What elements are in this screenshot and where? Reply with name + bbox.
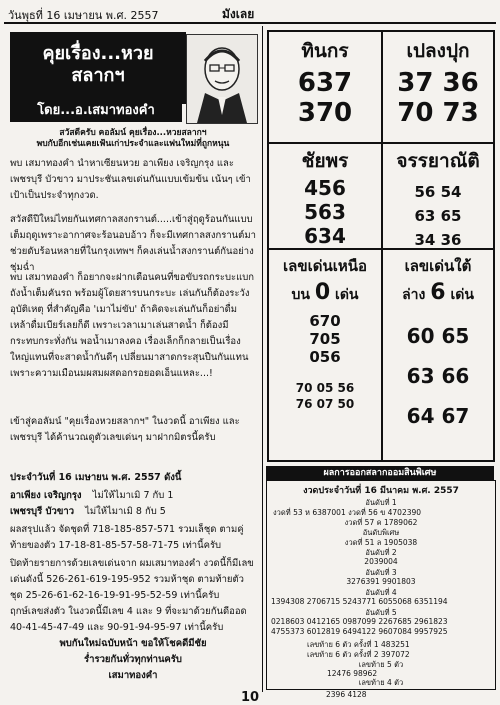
lottery-row: อันดับที่ 3	[365, 568, 397, 577]
pick-cell-left	[269, 144, 383, 248]
pick-pairs: 76 07 50	[295, 397, 355, 411]
lottery-header: ผลการออกสลากออมสินพิเศษ	[266, 466, 494, 480]
pick-number: 60 65	[406, 324, 470, 348]
pick-cell-right	[383, 144, 493, 248]
south-sub	[383, 280, 493, 306]
expert-picks: ไม่ให้ไมาเมิ 8 กับ 5	[85, 506, 166, 517]
pick-number: 64 67	[406, 404, 470, 428]
south-sub-suffix: เด่น	[450, 287, 474, 303]
pick-number: 637	[297, 68, 353, 98]
lottery-row: อันดับที่ 5	[365, 608, 397, 617]
pick-name: จรรยาณัติ	[396, 150, 480, 172]
expert-name: อาเพียง เจริญกรุง	[10, 490, 82, 501]
expert-name: เพชรบุรี บัวขาว	[10, 506, 75, 517]
lottery-row: 3276391 9901803	[346, 577, 416, 586]
pick-number: 34 36	[414, 231, 462, 249]
column-title-line1: คุยเรื่อง...หวย	[42, 43, 154, 64]
lottery-row: เลขท้าย 6 ตัว ครั้งที่ 2 397072	[307, 650, 410, 659]
pick-number: 70 73	[397, 98, 479, 128]
lottery-draw: งวดประจำวันที่ 16 มีนาคม พ.ศ. 2557	[303, 486, 459, 496]
pick-pairs: 70 05 56	[295, 381, 355, 395]
lottery-row: เลขท้าย 4 ตัว	[358, 678, 404, 687]
expert-row	[10, 504, 256, 520]
lottery-row: เลขท้าย 5 ตัว	[358, 660, 404, 669]
pick-name: ชัยพร	[301, 150, 349, 172]
column-title-line2: สลากฯ	[71, 65, 125, 86]
south-title: เลขเด่นใต้	[404, 257, 472, 275]
pick-name: ทินกร	[301, 40, 349, 62]
lottery-row: 2039004	[364, 557, 398, 566]
paragraph: สวัสดีปีใหม่ไทยกันเทศกาลสงกรานต์.....เข้าสู่ฤดูร้อนกันแบบเต็มฤดูเพราะอากาศจะร้อนอบอ้าว ก็จะมีเทศกาลสงกรานต์มาช่วยดับร้อนหลายที่ในกรุงเทพฯ ก็คงเล่นน้ำสงกรานต์กันอย่างชุ่มฉ่ำ	[10, 214, 256, 273]
closing-line: ร่ำรวยกันทั่วทุกท่านครับ	[84, 654, 182, 665]
pick-cell-right	[383, 32, 493, 142]
page-number: 10	[240, 690, 260, 705]
lottery-row: 2396 4128	[326, 690, 367, 699]
pick-number: 563	[304, 200, 346, 224]
lottery-row: อันดับที่ 4	[365, 588, 397, 597]
column-intro	[10, 128, 256, 150]
closing-signature: เสมาทองคำ	[108, 670, 158, 681]
closing-line: พบกันใหม่ฉบับหน้า ขอให้โชคดีมีชัย	[59, 638, 207, 649]
brand-name: มังเลย	[222, 7, 255, 21]
north-sub-number: 0	[314, 280, 331, 305]
pick-number: 56 54	[414, 183, 462, 201]
pick-number: 456	[304, 176, 346, 200]
paragraph: พบ เสมาทองคำ ก็อยากจะฝากเตือนคนที่ขอขับรถกระบะแบกถังน้ำเต็มคันรถ พร้อมผู้โดยสารบนกระบะ เล่นกันก็ต้องระวังอุบัติเหตุ ที่สำคัญคือ 'เมาไม่ขับ' ถ้าคิดจะเล่นกันก็อย่าดื่มเหล้าดื่มเบียร์เลยก็ดี เพราะเวลาเมาเล่นสาดน้ำ ก็ต้องมีกระทบกระทั่งกัน พอน้ำเมาลงคอ เรื่องเล็กก็กลายเป็นเรื่องใหญ่แทนที่จะสาดน้ำกันดีๆ เปลี่ยนมาสาดกระสุนปืนกันแทน เพราะความเมือนมผสมผสดอกรอยอดเอ็นแหละ...!	[10, 272, 255, 379]
summary-text: ปิดท้ายรายการด้วยเลขเด่นจาก ผมเสมาทองคำ งวดนี้ก็มีเลขเด่นดังนี้ 526-261-619-195-952 รวมห้าชุด ตามท้ายตัวชุด 25-26-61-62-16-19-91-95-52-59 เท่านี้ครับ	[10, 558, 254, 601]
pick-number: 63 66	[406, 364, 470, 388]
picks-box-bottom	[267, 248, 495, 462]
intro-line: สวัสดีครับ คอลัมน์ คุยเรื่อง...หวยสลากฯ	[59, 128, 207, 138]
lottery-row: อันดับที่ 1	[365, 498, 397, 507]
issue-date: วันพุธที่ 16 เมษายน พ.ศ. 2557	[8, 9, 159, 22]
south-sub-prefix: ล่าง	[402, 287, 426, 303]
pick-cell-left	[269, 32, 383, 142]
paragraph: เข้าสู่คอลัมน์ "คุยเรื่องหวยสลากฯ" ในงวดนี้ อาเพียง และ เพชรบุรี ได้ค้านวณดูตัวเลขเด่นๆ มาฝากมิตรนี้ครับ	[10, 416, 240, 443]
header-divider	[4, 22, 496, 24]
author-caricature	[186, 34, 258, 124]
picks-box-top	[267, 30, 495, 144]
paragraph: พบ เสมาทองคำ นำหาเซียนหวย อาเพียง เจริญกรุง และ เพชรบุรี บัวขาว มาประชันเลขเด่นกันแบบเข้มข้น เน้นๆ เข้าเป้าเป็นประจำทุกงวด.	[10, 158, 251, 201]
lottery-results	[266, 480, 496, 690]
south-sub-number: 6	[430, 280, 446, 305]
north-title: เลขเด่นเหนือ	[283, 257, 367, 275]
picks-box-mid	[267, 142, 495, 250]
expert-picks: ไม่ให้ไมาเมิ 7 กับ 1	[92, 490, 174, 501]
expert-row	[10, 488, 256, 504]
draw-label: ประจำวันที่ 16 เมษายน พ.ศ. 2557 ดังนี้	[10, 472, 182, 483]
lottery-row: งวดที่ 53 ห 6387001 งวดที่ 56 ข 4702390	[273, 508, 422, 517]
pick-name: เปลงปุก	[406, 40, 470, 62]
column-byline: โดย...อ.เสมาทองคำ	[10, 100, 182, 122]
pick-number: 056	[309, 348, 341, 366]
lottery-row: อันดับที่ 2	[365, 548, 397, 557]
column-divider	[262, 26, 263, 692]
summary-text: ฤกษ์เลขส่งตัว ในงวดนี้มีเลข 4 และ 9 ที่จะมาด้วยกันดีออด 40-41-45-47-49 และ 90-91-94-95-97 เท่านี้ครับ	[10, 606, 247, 633]
lottery-row: 0218603 0412165 0987099 2267685 2961823	[271, 617, 448, 626]
pick-number: 705	[309, 330, 341, 348]
north-sub-suffix: เด่น	[335, 287, 359, 303]
lottery-row: 4755373 6012819 6494122 9607084 9957925	[271, 627, 448, 636]
pick-number: 670	[309, 312, 341, 330]
column-title-box	[10, 32, 186, 104]
lottery-row: งวดที่ 57 ค 1789062	[344, 518, 418, 527]
lottery-row: งวดที่ 51 ล 1905038	[344, 538, 418, 547]
north-pick-cell	[269, 250, 383, 460]
lottery-row: 12476 98962	[327, 669, 378, 678]
north-sub-prefix: บน	[291, 287, 310, 303]
intro-line: พบกับอีกเช่นเคยเฟ้นเก่าประจำและแฟนใหม่ที่ถูกหนุน	[36, 139, 230, 149]
lottery-row: อันดับพิเศษ	[362, 528, 400, 537]
lottery-row: 1394308 2706715 5243771 6055068 6351194	[271, 597, 448, 606]
lottery-row: เลขท้าย 6 ตัว ครั้งที่ 1 483251	[307, 640, 410, 649]
summary-text: ผลสรุปแล้ว จัดชุดที่ 718-185-857-571 รวมเล็ชุด ตามคู่ท้ายของตัว 17-18-81-85-57-58-71-75 เท่านี้ครับ	[10, 524, 244, 551]
south-pick-cell	[383, 250, 493, 460]
north-sub	[269, 280, 381, 306]
pick-number: 63 65	[414, 207, 462, 225]
pick-number: 370	[297, 98, 353, 128]
pick-number: 634	[304, 224, 346, 248]
pick-number: 37 36	[397, 68, 479, 98]
